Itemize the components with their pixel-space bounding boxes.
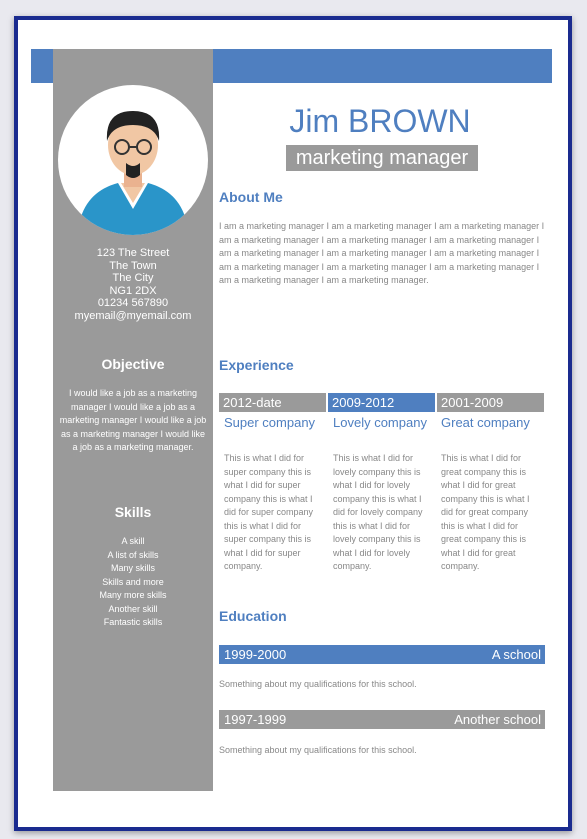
skill-item: Many more skills [99,590,167,600]
education-school: Another school [454,712,541,727]
contact-town: The Town [109,259,157,272]
skill-item: A list of skills [107,549,159,560]
education-years: 1997-1999 [224,712,287,727]
candidate-role: marketing manager [286,145,478,171]
job-description: This is what I did for great company this is what I did for great company this is what I did for great company this is what I did for great company this is what I did for great company. [441,453,530,571]
skills-list [53,535,213,630]
job-dates: 2001-2009 [437,393,544,412]
job-description: This is what I did for super company this is what I did for super company this is what I did for super company this is what I did for super company this is what I did for super company. [224,453,314,571]
skill-item: Another skill [108,603,158,614]
job-company: Lovely company [333,415,427,430]
contact-postcode: NG1 2DX [109,284,157,297]
skill-item: Fantastic skills [103,617,163,627]
objective-text: I would like a job as a marketing manager I would like a job as a marketing manager I would like a job as a marketing manager I would like a job as a marketing manager. [59,388,207,452]
education-bar [219,645,545,664]
job-company: Great company [441,415,530,430]
job-description: This is what I did for lovely company this is what I did for lovely company this is what I did for lovely company this is what I did for lovely company this is what I did for lovely company. [333,453,423,571]
contact-city: The City [112,272,154,285]
sidebar [53,49,213,791]
avatar-person-icon [58,85,208,235]
contact-street: 123 The Street [96,247,170,259]
education-bar [219,710,545,729]
contact-phone: 01234 567890 [97,297,169,310]
skill-item: Many skills [110,563,155,573]
skills-title: Skills [114,504,152,520]
experience-title: Experience [219,357,294,373]
education-description: Something about my qualifications for this school. [219,679,417,689]
education-description: Something about my qualifications for this school. [219,745,417,755]
job-dates: 2009-2012 [328,393,435,412]
contact-email[interactable]: myemail@myemail.com [74,309,192,322]
education-school: A school [491,647,541,662]
candidate-name: Jim BROWN [289,103,471,139]
education-title: Education [219,608,287,624]
about-title: About Me [219,189,283,205]
job-dates: 2012-date [219,393,326,412]
about-text: I am a marketing manager I am a marketing manager I am a marketing manager I am a marketing manager I am a marketing manager I am a marketing manager I am a marketing manager I am a marketing manager I am a marketing manager I am a marketing manager I am a marketing manager I am a marketing manager I am a marketing manager I am a marketing manager. [219,221,545,285]
skill-item: A skill [121,536,145,546]
objective-title: Objective [101,356,165,372]
education-years: 1999-2000 [224,647,287,662]
avatar [58,85,208,235]
contact-details [53,247,213,323]
skill-item: Skills and more [102,576,164,587]
job-company: Super company [224,415,316,430]
